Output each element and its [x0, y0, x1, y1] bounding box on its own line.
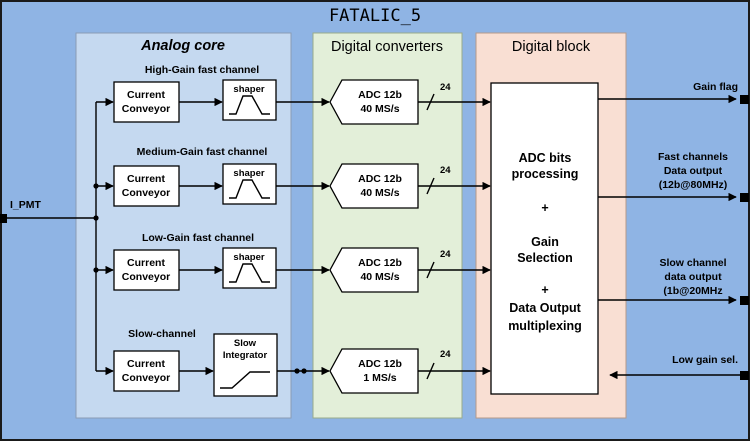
block-text: Conveyor: [121, 271, 171, 283]
output-label: Fast channels: [657, 151, 729, 163]
processing-text: +: [541, 201, 549, 215]
output-label: (12b@80MHz): [658, 179, 728, 191]
processing-text: Selection: [517, 251, 573, 265]
block-text: Slow: [233, 338, 257, 349]
junction-dot: [294, 368, 299, 373]
output-label: Low gain sel.: [672, 354, 738, 366]
block-text: shaper: [233, 84, 265, 95]
channel-label: Slow-channel: [128, 328, 196, 340]
processing-text: Data Output: [509, 301, 581, 315]
junction-dot: [301, 368, 306, 373]
block-text: shaper: [233, 168, 265, 179]
current-conveyor-block: [114, 166, 179, 206]
output-label: Data output: [663, 165, 723, 177]
junction-dot: [93, 215, 98, 220]
input-pin: [0, 214, 7, 223]
current-conveyor-block: [114, 250, 179, 290]
block-text: 40 MS/s: [360, 103, 400, 115]
current-conveyor-block: [114, 351, 179, 391]
block-text: ADC 12b: [358, 257, 402, 269]
block-text: ADC 12b: [358, 89, 402, 101]
block-text: 1 MS/s: [363, 372, 397, 384]
bus-width-label: 24: [440, 82, 451, 93]
output-pin: [740, 193, 749, 202]
bus-width-label: 24: [440, 165, 451, 176]
channel-label: Low-Gain fast channel: [141, 232, 255, 244]
processing-text: multiplexing: [508, 319, 582, 333]
processing-text: processing: [511, 167, 579, 181]
adc-block: [330, 80, 418, 124]
digital-converters-title: Digital converters: [330, 39, 444, 55]
bus-width-label: 24: [440, 249, 451, 260]
block-text: Conveyor: [121, 187, 171, 199]
digital-block-title: Digital block: [511, 39, 591, 55]
adc-block: [330, 248, 418, 292]
block-text: Conveyor: [121, 103, 171, 115]
block-text: shaper: [233, 252, 265, 263]
analog-core-title: Analog core: [141, 38, 225, 54]
output-pin: [740, 296, 749, 305]
current-conveyor-block: [114, 82, 179, 122]
block-text: Current: [127, 257, 165, 269]
block-text: Integrator: [222, 350, 268, 361]
block-text: Current: [127, 358, 165, 370]
block-text: Conveyor: [121, 372, 171, 384]
block-text: Current: [127, 89, 165, 101]
adc-block: [330, 164, 418, 208]
output-label: Gain flag: [693, 81, 738, 93]
output-pin: [740, 95, 749, 104]
block-text: ADC 12b: [358, 358, 402, 370]
processing-text: ADC bits: [518, 151, 572, 165]
output-label: Slow channel: [659, 257, 727, 269]
processing-text: Gain: [531, 235, 559, 249]
bus-width-label: 24: [440, 349, 451, 360]
channel-label: High-Gain fast channel: [144, 64, 260, 76]
chip-title: FATALIC_5: [328, 6, 422, 26]
block-text: 40 MS/s: [360, 271, 400, 283]
input-label: I_PMT: [10, 199, 41, 211]
channel-label: Medium-Gain fast channel: [136, 146, 268, 158]
output-label: (1b@20MHz: [663, 285, 723, 297]
output-label: data output: [664, 271, 722, 283]
processing-text: +: [541, 283, 549, 297]
block-text: 40 MS/s: [360, 187, 400, 199]
output-pin: [740, 371, 749, 380]
block-text: ADC 12b: [358, 173, 402, 185]
block-text: Current: [127, 173, 165, 185]
adc-block: [330, 349, 418, 393]
